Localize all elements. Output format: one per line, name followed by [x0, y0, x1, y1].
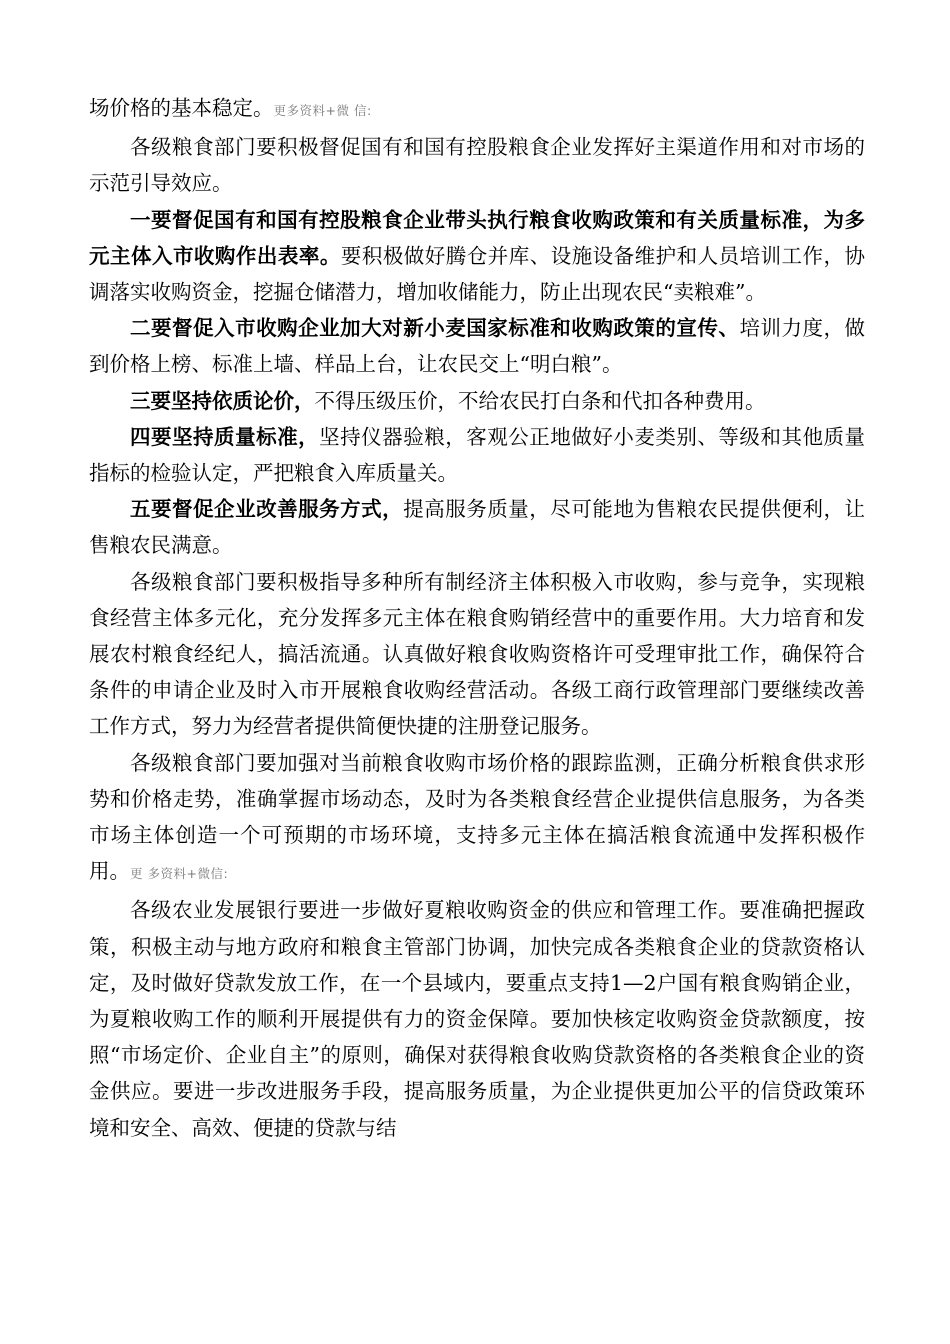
- paragraph-heading: 四要坚持质量标准，: [130, 424, 320, 449]
- paragraph-point-two: [89, 310, 865, 382]
- paragraph-heading: 一要督促国有和国有控股粮食企业带头执行粮食收购政策和有关质量标准，为多元主体入市收购作出表率。: [89, 207, 865, 268]
- document-page: [89, 90, 865, 1146]
- paragraph-text: 坚持仪器验粮，客观公正地做好小麦类别、等级和其他质量指标的检验认定，严把粮食入库质量关。: [89, 424, 866, 486]
- paragraph-text: 各级粮食部门要积极指导多种所有制经济主体积极入市收购，参与竞争，实现粮食经营主体多元化，充分发挥多元主体在粮食购销经营中的重要作用。大力培育和发展农村粮食经纪人，搞活流通。认真做好粮食收购资格许可受理审批工作，确保符合条件的申请企业及时入市开展粮食收购经营活动。各级工商行政管理部门要继续改善工作方式，努力为经营者提供简便快捷的注册登记服务。: [89, 569, 865, 739]
- paragraph-text: 各级粮食部门要加强对当前粮食收购市场价格的跟踪监测，正确分析粮食供求形势和价格走势，准确掌握市场动态，及时为各类粮食经营企业提供信息服务，为各类市场主体创造一个可预期的市场环境，支持多元主体在搞活粮食流通中发挥积极作用。: [89, 750, 865, 884]
- paragraph-heading: 二要督促入市收购企业加大对新小麦国家标准和收购政策的宣传、: [130, 316, 740, 341]
- paragraph-continuation: [89, 90, 865, 129]
- paragraph-agricultural-bank: [89, 892, 865, 1145]
- paragraph-point-four: [89, 419, 865, 491]
- paragraph-diverse-entities: [89, 564, 865, 745]
- paragraph-text: 提高服务质量，尽可能地为售粮农民提供便利，让售粮农民满意。: [89, 497, 866, 558]
- watermark-note: 更 多资料+微信:: [130, 866, 229, 882]
- paragraph-point-one: [89, 202, 865, 311]
- paragraph-price-monitoring: [89, 745, 865, 893]
- paragraph-text: 培训力度，做到价格上榜、标准上墙、样品上台，让农民交上“明白粮”。: [89, 316, 866, 377]
- paragraph-grain-departments-lead: [89, 129, 865, 201]
- paragraph-text: 各级粮食部门要积极督促国有和国有控股粮食企业发挥好主渠道作用和对市场的示范引导效应。: [89, 135, 865, 196]
- paragraph-text: 不得压级压价，不给农民打白条和代扣各种费用。: [314, 388, 766, 413]
- paragraph-point-five: [89, 491, 865, 563]
- paragraph-text: 场价格的基本稳定。: [89, 96, 274, 120]
- paragraph-text: 要积极做好腾仓并库、设施设备维护和人员培训工作，协调落实收购资金，挖掘仓储潜力，增加收储能力，防止出现农民“卖粮难”。: [89, 243, 866, 305]
- watermark-note: 更多资料+微 信:: [273, 103, 372, 118]
- paragraph-point-three: [89, 383, 865, 419]
- paragraph-heading: 五要督促企业改善服务方式，: [130, 497, 404, 522]
- paragraph-heading: 三要坚持依质论价，: [130, 388, 315, 413]
- paragraph-text: 各级农业发展银行要进一步做好夏粮收购资金的供应和管理工作。要准确把握政策，积极主动与地方政府和粮食主管部门协调，加快完成各类粮食企业的贷款资格认定，及时做好贷款发放工作，在一个县域内，要重点支持1—2户国有粮食购销企业，为夏粮收购工作的顺利开展提供有力的资金保障。要加快核定收购资金贷款额度，按照“市场定价、企业自主”的原则，确保对获得粮食收购贷款资格的各类粮食企业的资金供应。要进一步改进服务手段，提高服务质量，为企业提供更加公平的信贷政策环境和安全、高效、便捷的贷款与结: [89, 898, 865, 1140]
